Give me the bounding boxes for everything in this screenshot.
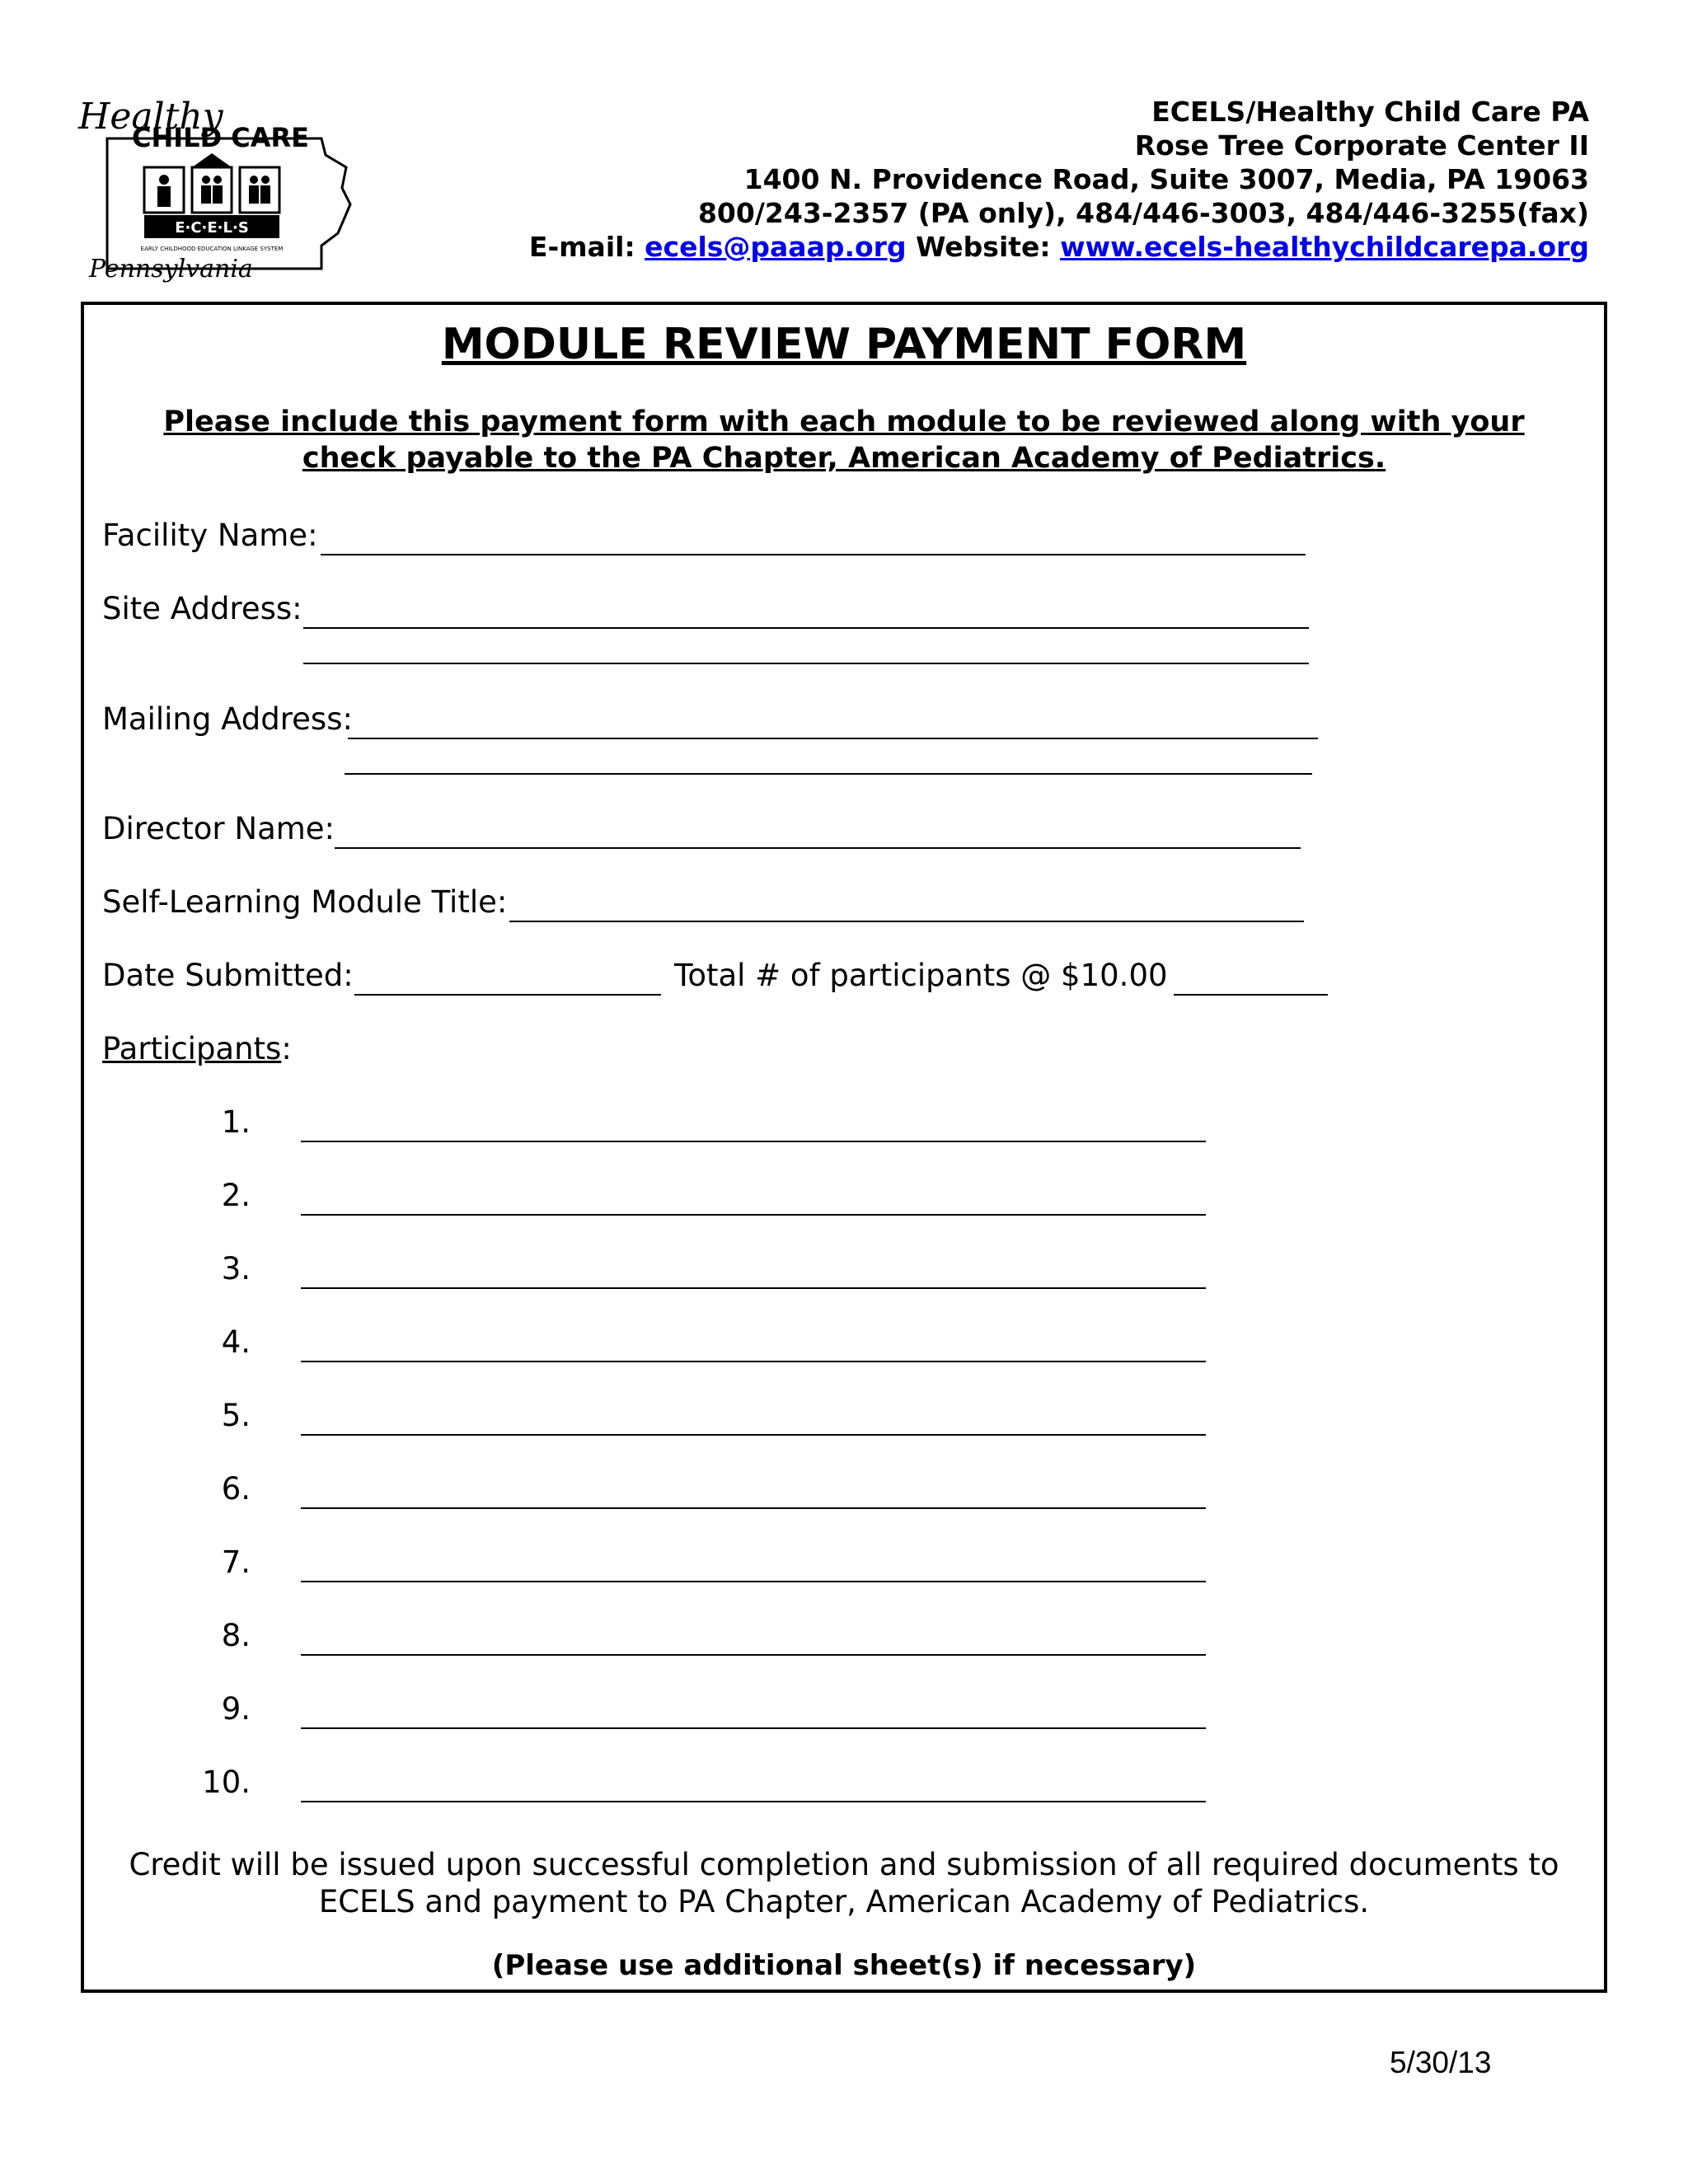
logo-script-bottom: Pennsylvania <box>89 255 253 283</box>
mailing-address-label: Mailing Address: <box>102 701 353 737</box>
website-link[interactable]: www.ecels-healthychildcarepa.org <box>1060 231 1589 263</box>
participant-number: 7. <box>221 1544 251 1580</box>
email-link[interactable]: ecels@paaap.org <box>645 231 907 263</box>
participant-number: 10. <box>202 1765 251 1800</box>
participant-number: 8. <box>221 1618 251 1653</box>
participant-line-9[interactable] <box>301 1727 1206 1729</box>
logo-tagline: EARLY CHILDHOOD EDUCATION LINKAGE SYSTEM <box>140 246 284 252</box>
revision-date: 5/30/13 <box>1390 2046 1492 2079</box>
participant-line-3[interactable] <box>301 1287 1206 1289</box>
participant-number: 1. <box>221 1104 251 1140</box>
site-address-line-1[interactable] <box>303 627 1309 629</box>
form-instructions: Please include this payment form with each module to be reviewed along with your check payable to the PA Chapter, American Academy of Pediatrics. <box>163 405 1525 475</box>
participant-number: 9. <box>221 1691 251 1727</box>
date-submitted-line[interactable] <box>354 994 661 996</box>
additional-sheets-note: (Please use additional sheet(s) if necessary) <box>491 1949 1197 1982</box>
module-title-line[interactable] <box>509 921 1304 922</box>
website-label: Website: <box>916 231 1051 263</box>
organization-contact-block <box>435 95 1589 264</box>
participant-number: 2. <box>221 1178 251 1213</box>
children-figures-icon <box>144 153 279 213</box>
participant-line-5[interactable] <box>301 1434 1206 1436</box>
facility-name-label: Facility Name: <box>102 518 318 553</box>
mailing-address-line-1[interactable] <box>348 738 1318 739</box>
logo-script-top: Healthy <box>78 96 223 138</box>
org-name: ECELS/Healthy Child Care PA <box>1151 96 1589 128</box>
org-building: Rose Tree Corporate Center II <box>1134 129 1589 162</box>
participants-heading <box>102 1031 292 1067</box>
org-street: 1400 N. Providence Road, Suite 3007, Media, PA 19063 <box>743 163 1589 195</box>
org-web-line <box>435 230 1589 264</box>
participant-line-10[interactable] <box>301 1801 1206 1802</box>
participants-heading-colon: : <box>281 1031 292 1066</box>
date-submitted-label: Date Submitted: <box>102 958 354 993</box>
facility-name-line[interactable] <box>321 554 1306 555</box>
module-title-label: Self-Learning Module Title: <box>102 884 508 920</box>
participant-line-6[interactable] <box>301 1507 1206 1509</box>
email-label: E-mail: <box>528 231 635 263</box>
healthy-child-care-logo <box>74 89 359 283</box>
participant-number: 5. <box>221 1398 251 1433</box>
participant-line-1[interactable] <box>301 1141 1206 1142</box>
participant-line-7[interactable] <box>301 1581 1206 1582</box>
director-name-line[interactable] <box>335 847 1301 849</box>
participant-line-4[interactable] <box>301 1361 1206 1362</box>
participant-number: 6. <box>221 1471 251 1507</box>
logo-title: CHILD CARE <box>132 122 310 153</box>
total-participants-label: Total # of participants @ $10.00 <box>674 958 1168 993</box>
payment-form-box <box>81 302 1607 1993</box>
director-name-label: Director Name: <box>102 811 335 846</box>
org-phones: 800/243-2357 (PA only), 484/446-3003, 484/446-3255(fax) <box>697 197 1589 229</box>
participant-number: 4. <box>221 1324 251 1360</box>
form-title: MODULE REVIEW PAYMENT FORM <box>441 320 1247 369</box>
credit-note: Credit will be issued upon successful completion and submission of all required documents to ECELS and payment to PA Chapter, American Academy of Pediatrics. <box>129 1847 1559 1919</box>
site-address-label: Site Address: <box>102 591 302 626</box>
participant-number: 3. <box>221 1251 251 1286</box>
participant-line-8[interactable] <box>301 1654 1206 1656</box>
site-address-line-2[interactable] <box>303 663 1309 664</box>
total-participants-line[interactable] <box>1174 994 1328 996</box>
participants-heading-text: Participants <box>102 1031 282 1066</box>
mailing-address-line-2[interactable] <box>345 773 1312 775</box>
participant-line-2[interactable] <box>301 1214 1206 1216</box>
logo-letters: E·C·E·L·S <box>175 219 249 237</box>
